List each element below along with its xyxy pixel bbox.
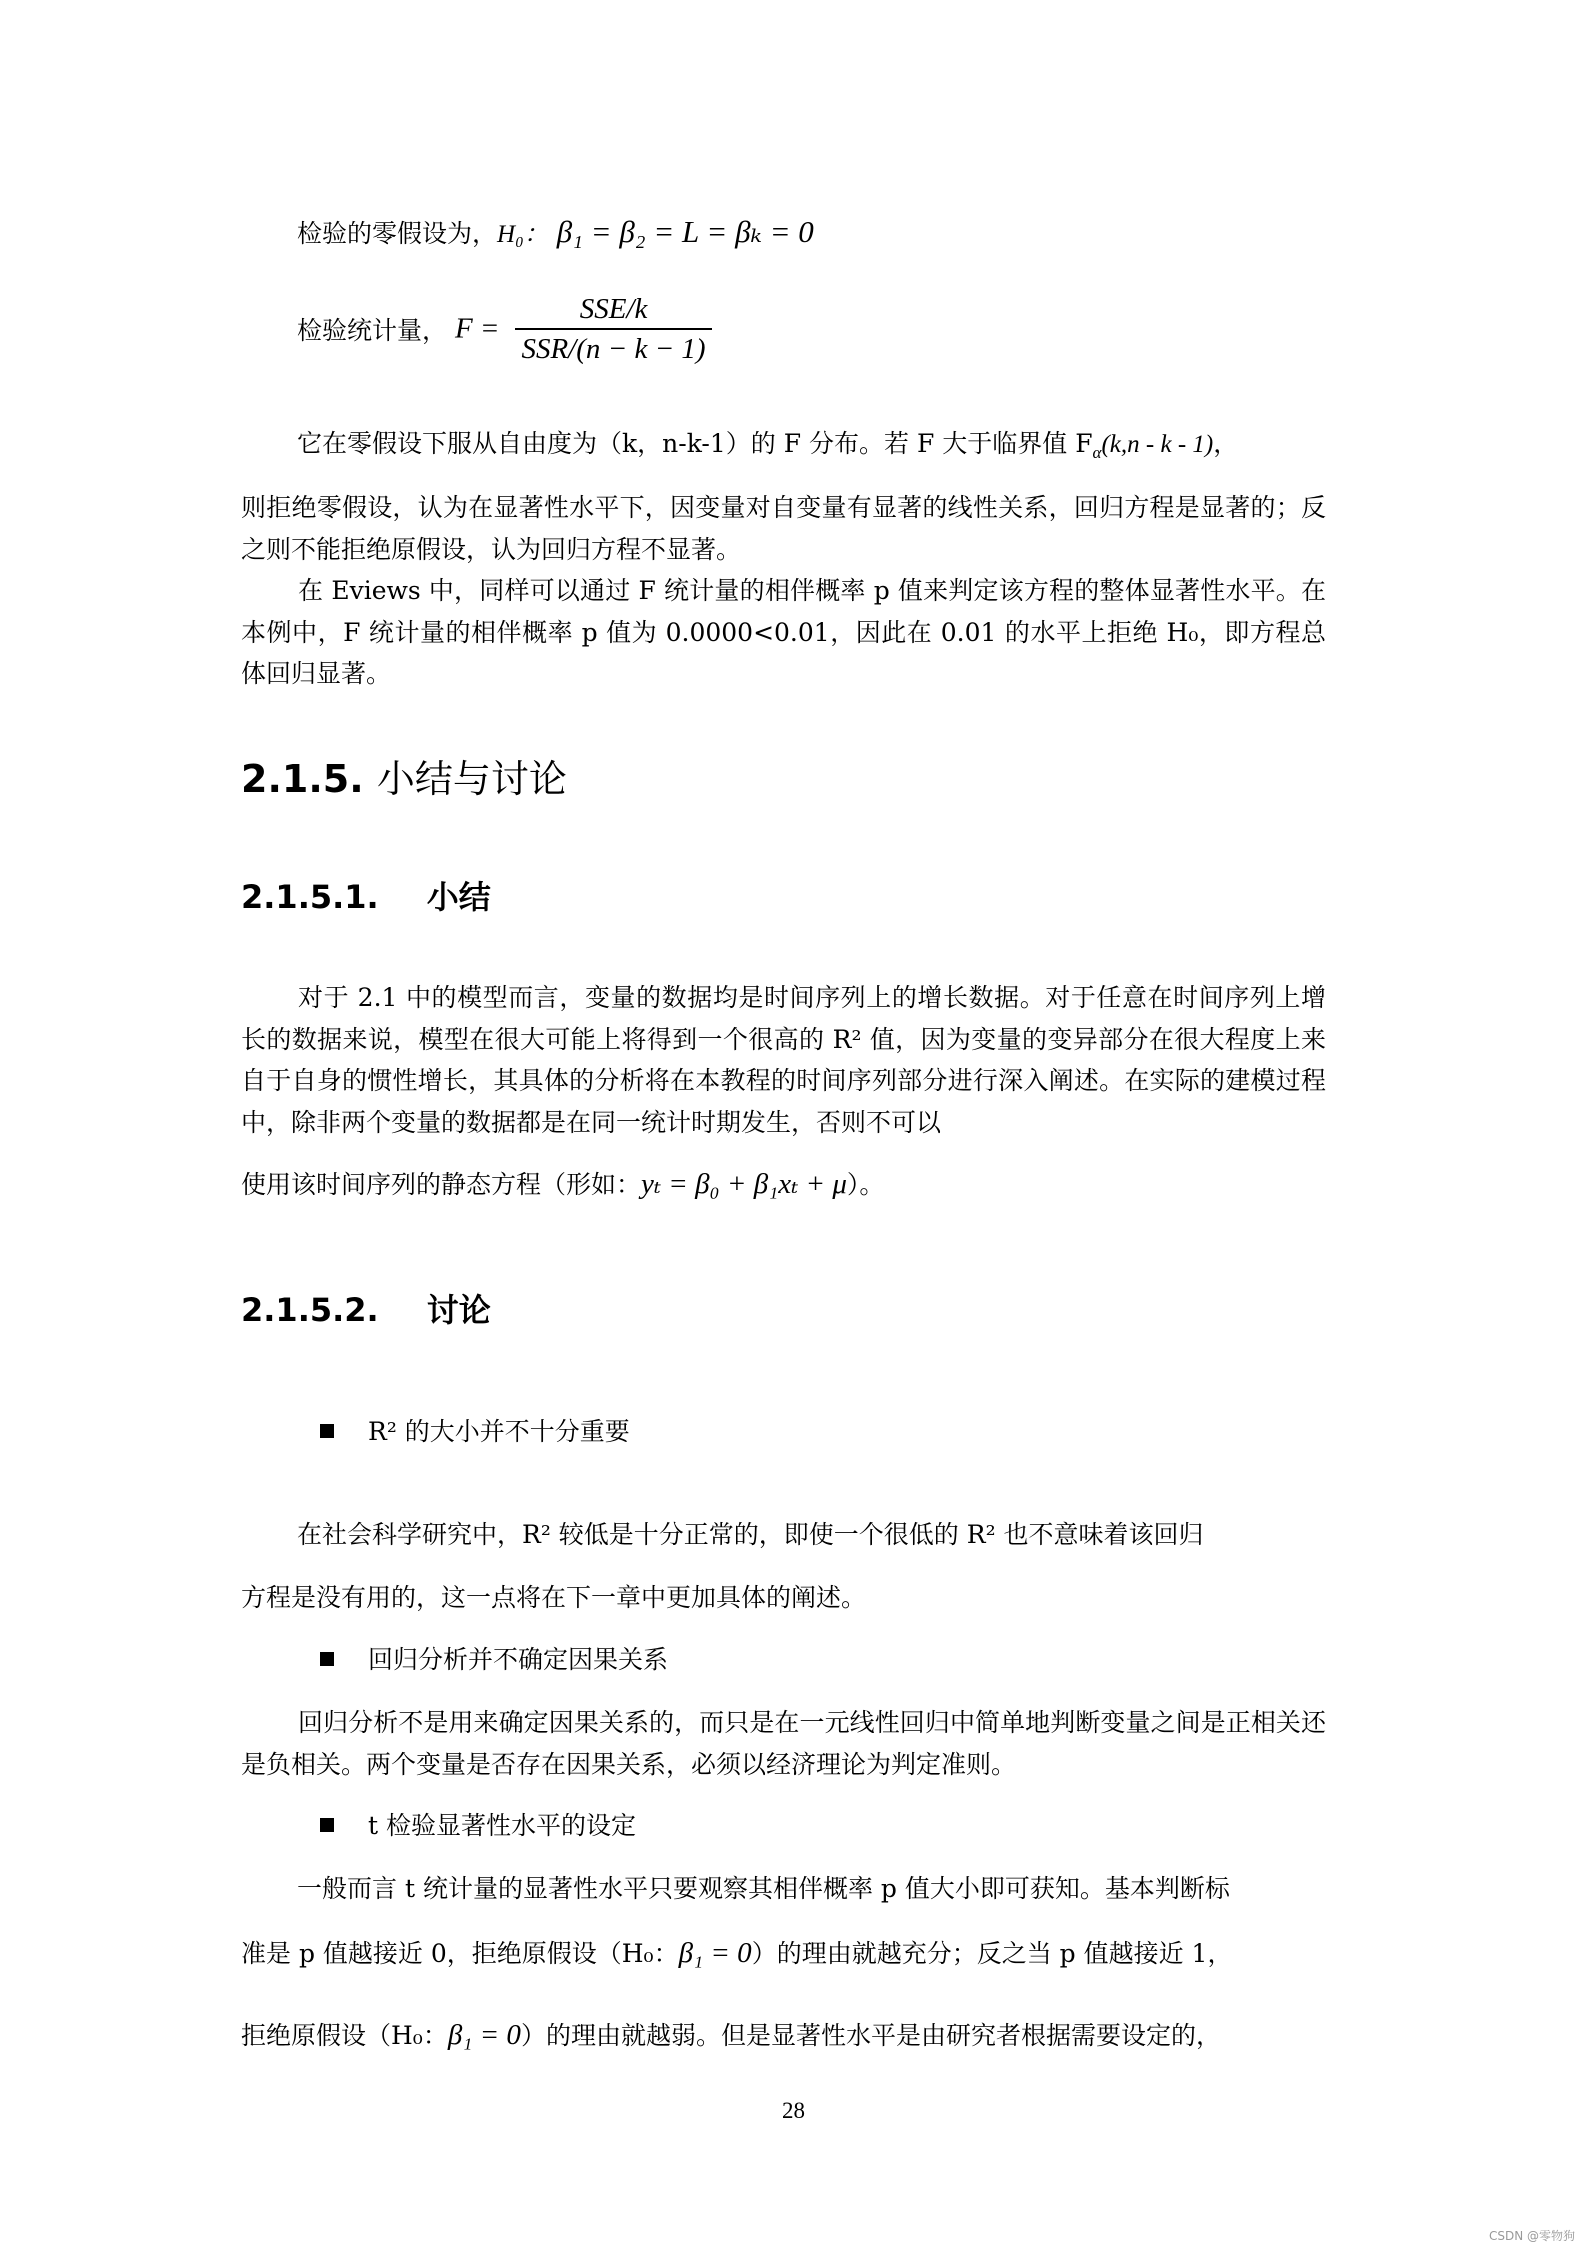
crit-args: (k,n - k - 1) — [1101, 431, 1214, 458]
section-title: 小结与讨论 — [376, 757, 567, 801]
causality-paragraph: 回归分析不是用来确定因果关系的，而只是在一元线性回归中简单地判断变量之间是正相关还是负相关。两个变量是否存在因果关系，必须以经济理论为判定准则。 — [241, 1708, 1326, 1779]
summary-last-tail: ）。 — [846, 1170, 885, 1199]
subsection-number: 2.1.5.1. — [241, 878, 379, 916]
bullet-item-t-test — [320, 1806, 636, 1842]
f-numerator: SSE/k — [515, 292, 711, 330]
eviews-paragraph: 在 Eviews 中，同样可以通过 F 统计量的相伴概率 p 值来判定该方程的整体显著性水平。在本例中，F 统计量的相伴概率 p 值为 0.0000<0.01，因此在 0.01 的水平上拒绝 H₀，即方程总体回归显著。 — [241, 576, 1326, 688]
static-equation: yₜ = β₀ + β₁xₜ + μ — [641, 1168, 847, 1200]
alpha-subscript: α — [1092, 443, 1102, 462]
square-bullet-icon — [320, 1818, 334, 1832]
section-heading-2-1-5-1 — [241, 872, 491, 918]
r2-paragraph-line2: 方程是没有用的，这一点将在下一章中更加具体的阐述。 — [241, 1583, 867, 1612]
f-lhs: F = — [454, 312, 500, 345]
page-number: 28 — [782, 2098, 805, 2123]
t-test-paragraph-line3 — [241, 2015, 1221, 2056]
f-statistic-line — [297, 292, 712, 366]
hypothesis-label: 检验的零假设为， — [297, 219, 498, 248]
f-distribution-line1 — [297, 424, 1238, 473]
line-text: 拒绝原假设（H₀： — [241, 2021, 448, 2050]
line-text: ）的理由就越弱。但是显著性水平是由研究者根据需要设定的， — [520, 2021, 1221, 2050]
bullet-text: R² 的大小并不十分重要 — [368, 1417, 630, 1446]
f-denominator: SSR/(n − k − 1) — [521, 333, 706, 365]
subsection-title: 小结 — [426, 878, 491, 916]
bullet-item-causality — [320, 1640, 668, 1676]
hypothesis-formula: β₁ = β₂ = L = βₖ = 0 — [556, 214, 814, 249]
summary-paragraph: 对于 2.1 中的模型而言，变量的数据均是时间序列上的增长数据。对于任意在时间序列上增长的数据来说，模型在很大可能上将得到一个很高的 R² 值，因为变量的变异部分在很大程度上来自于自身的惯性增长，其具体的分析将在本教程的时间序列部分进行深入阐述。在实际的建模过程中，除非两个变量的数据都是在同一统计时期发生，否则不可以 — [241, 983, 1326, 1137]
bullet-item-r2 — [320, 1412, 630, 1448]
h0-label: H₀： — [497, 221, 549, 248]
bullet-text: 回归分析并不确定因果关系 — [368, 1645, 669, 1674]
subsection-title: 讨论 — [426, 1291, 491, 1329]
f-dist-tail: ， — [1213, 429, 1239, 458]
beta1-formula: β₁ = 0 — [447, 2019, 521, 2051]
summary-paragraph-last-line — [241, 1164, 884, 1205]
statistic-label: 检验统计量， — [297, 316, 448, 345]
section-number: 2.1.5. — [241, 757, 364, 801]
square-bullet-icon — [320, 1424, 334, 1438]
t-test-paragraph-line1: 一般而言 t 统计量的显著性水平只要观察其相伴概率 p 值大小即可获知。基本判断标 — [297, 1874, 1230, 1903]
null-hypothesis-line — [297, 212, 814, 255]
summary-last-text: 使用该时间序列的静态方程（形如： — [241, 1170, 642, 1199]
f-dist-text: 它在零假设下服从自由度为（k，n-k-1）的 F 分布。若 F 大于临界值 F — [297, 429, 1093, 458]
square-bullet-icon — [320, 1652, 334, 1666]
t-test-paragraph-line2 — [241, 1933, 1232, 1974]
beta1-formula: β₁ = 0 — [678, 1937, 752, 1969]
f-distribution-paragraph: 则拒绝零假设，认为在显著性水平下，因变量对自变量有显著的线性关系，回归方程是显著的；反之则不能拒绝原假设，认为回归方程不显著。 — [241, 493, 1326, 564]
r2-paragraph-line1: 在社会科学研究中，R² 较低是十分正常的，即使一个很低的 R² 也不意味着该回归 — [297, 1520, 1204, 1549]
watermark: CSDN @零物狗 — [1488, 2229, 1575, 2243]
line-text: 准是 p 值越接近 0，拒绝原假设（H₀： — [241, 1939, 679, 1968]
section-heading-2-1-5-2 — [241, 1285, 491, 1331]
bullet-text: t 检验显著性水平的设定 — [368, 1811, 636, 1840]
subsection-number: 2.1.5.2. — [241, 1291, 379, 1329]
line-text: ）的理由就越充分；反之当 p 值越接近 1， — [751, 1939, 1233, 1968]
section-heading-2-1-5 — [241, 748, 567, 803]
f-fraction — [515, 292, 711, 366]
